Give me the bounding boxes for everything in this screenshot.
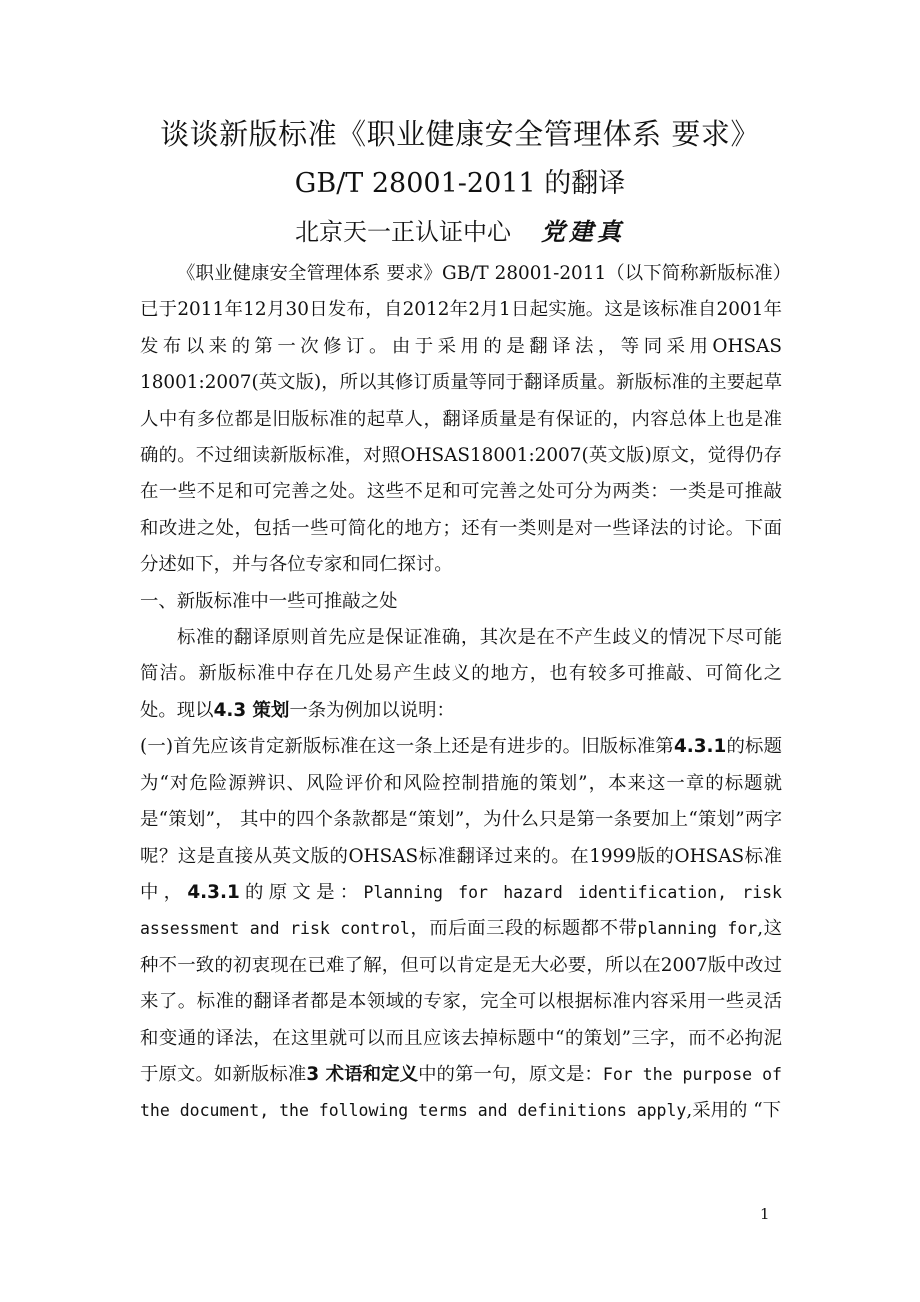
clause-ref-4-3-1-b: 4.3.1	[187, 881, 240, 903]
paragraph-principle: 标准的翻译原则首先应是保证准确，其次是在不产生歧义的情况下尽可能简洁。新版标准中存在几处易产生歧义的地方，也有较多可推敲、可简化之处。现以4.3 策划一条为例加以说明：	[140, 627, 782, 721]
title-line-1: 谈谈新版标准《职业健康安全管理体系 要求》	[160, 117, 760, 151]
title-line-2: GB/T 28001-2011 的翻译	[294, 168, 626, 199]
byline	[0, 212, 920, 252]
section-heading-1: 一、新版标准中一些可推敲之处	[140, 590, 398, 612]
author-name: 党建真	[541, 217, 625, 246]
clause-ref-3: 3 术语和定义	[306, 1063, 419, 1085]
paragraph-point-1: (一)首先应该肯定新版标准在这一条上还是有进步的。旧版标准第4.3.1的标题为“对危险源辨识、风险评价和风险控制措施的策划”，本来这一章的标题就是“策划”， 其中的四个条款都是“策划”，为什么只是第一条要加上“策划”两字呢？这是直接从英文版的OHSAS标准翻译过来的。在1999版的OHSAS标准中，4.3.1的原文是：Planning for hazard identification, risk assessment and risk control，而后面三段的标题都不带planning for,这种不一致的初衷现在已难了解，但可以肯定是无大必要，所以在2007版中改过来了。标准的翻译者都是本领域的专家，完全可以根据标准内容采用一些灵活和变通的译法，在这里就可以而且应该去掉标题中“的策划”三字，而不必拘泥于原文。如新版标准3 术语和定义中的第一句，原文是：For the purpose of the document, the following terms and definitions apply,采用的 “下	[140, 736, 782, 1122]
paragraph-intro: 《职业健康安全管理体系 要求》GB/T 28001-2011（以下简称新版标准）已于2011年12月30日发布，自2012年2月1日起实施。这是该标准自2001年发布以来的第一次修订。由于采用的是翻译法，等同采用OHSAS 18001:2007(英文版)，所以其修订质量等同于翻译质量。新版标准的主要起草人中有多位都是旧版标准的起草人，翻译质量是有保证的，内容总体上也是准确的。不过细读新版标准，对照OHSAS18001:2007(英文版)原文，觉得仍存在一些不足和可完善之处。这些不足和可完善之处可分为两类：一类是可推敲和改进之处，包括一些可简化的地方；还有一类则是对一些译法的讨论。下面分述如下，并与各位专家和同仁探讨。	[140, 263, 782, 576]
organization: 北京天一正认证中心	[295, 218, 511, 246]
clause-ref-4-3-1: 4.3.1	[673, 736, 727, 758]
document-body	[140, 256, 782, 1130]
english-quote-2: planning for	[637, 919, 758, 939]
page-number: 1	[760, 1205, 770, 1223]
english-quote-1: Planning for hazard identification, risk assessment and risk control	[140, 882, 782, 939]
clause-ref-4-3: 4.3 策划	[213, 699, 290, 721]
english-quote-3: For the purpose of the document, the following terms and definitions apply	[140, 1064, 782, 1121]
